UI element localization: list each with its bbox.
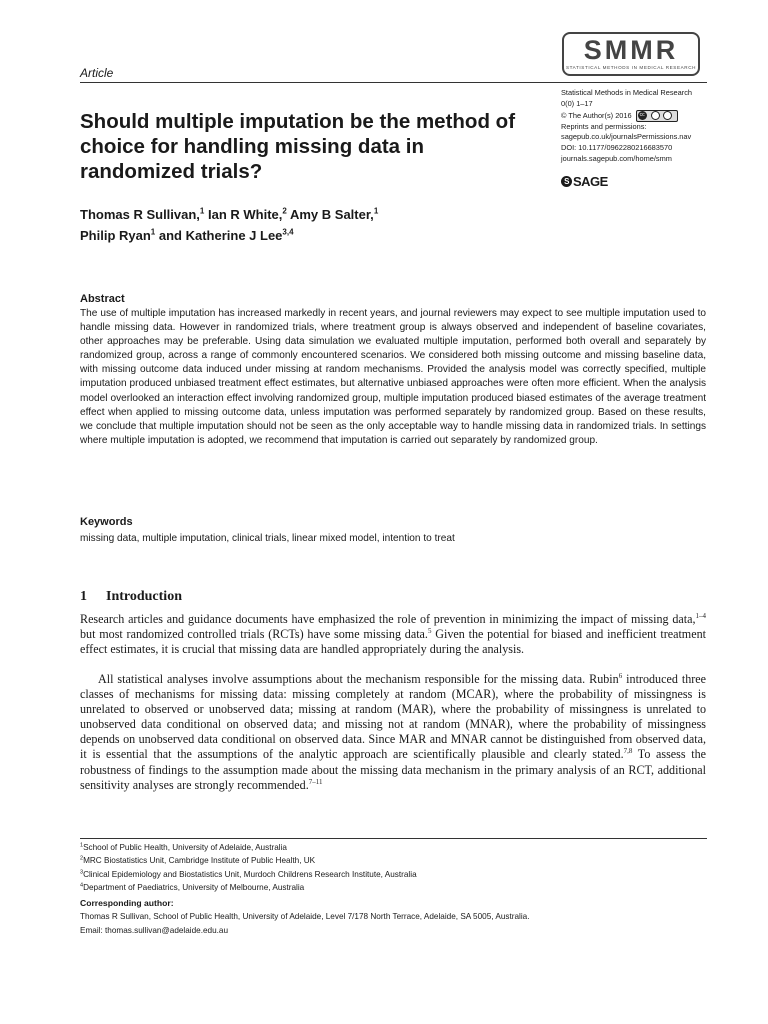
section-heading: [80, 589, 182, 605]
section-number: 1: [80, 589, 87, 604]
footnote-mark: 2: [80, 855, 84, 862]
doi-text[interactable]: DOI: 10.1177/0962280216683570: [561, 143, 673, 153]
author-affiliation-mark: 1: [199, 206, 205, 216]
journal-logo-name: SMMR: [583, 35, 679, 65]
body-text: introduced three classes of mechanisms for missing data: missing completely at random (MCAR), where the probability of missingness is unrelated to observed or unobserved data; missing at random (MAR), where the probability of missingness is unrelated to unobserved data conditional on observed data; and missing not at random (MNAR), where the probability of missingness depends on unobserved data conditional on observed data. Since MAR and MNAR cannot be distinguished from observed data, it is essential that the assumptions of the analytic approach are scientifically plausible and clearly stated.: [80, 672, 707, 762]
author-list: [80, 204, 520, 246]
footnote-mark: 1: [80, 842, 84, 849]
affiliation-footnote: [80, 841, 706, 854]
footnote-rule: [80, 838, 707, 839]
author-affiliation-mark: 2: [282, 206, 287, 216]
affiliation-footnote: [80, 868, 706, 881]
citation-ref[interactable]: 1–4: [695, 611, 706, 620]
section-title: Introduction: [106, 589, 182, 604]
footnote-mark: 4: [80, 882, 84, 889]
body-text: but most randomized controlled trials (RCTs) have some missing data.: [80, 627, 428, 642]
sage-logo-text: SAGE: [573, 174, 608, 189]
reprints-text: Reprints and permissions:: [561, 121, 647, 131]
copyright-line: [561, 110, 721, 122]
citation-ref[interactable]: 7,8: [623, 747, 633, 756]
author-name: Thomas R Sullivan,: [80, 207, 200, 222]
author-affiliation-mark: 1: [373, 206, 379, 216]
sage-logo: [561, 174, 608, 189]
publication-info: [561, 88, 721, 165]
journal-name: Statistical Methods in Medical Research: [561, 88, 693, 97]
footnotes: [80, 841, 706, 937]
footnote-text: School of Public Health, University of Adelaide, Australia: [83, 843, 287, 852]
copyright-text: © The Author(s) 2016: [561, 110, 632, 120]
sage-icon: S: [561, 176, 572, 187]
body-text: Research articles and guidance documents have emphasized the role of prevention in minimizing the impact of missing data,: [80, 612, 696, 626]
abstract-text: The use of multiple imputation has increased markedly in recent years, and journal reviewers may expect to see multiple imputation used to handle missing data. However in randomized trials, where treatment group is always observed and independent of baseline covariates, other approaches may be preferable. Using data simulation we evaluated multiple imputation, performed both overall and separately by randomized group, across a range of commonly encountered scenarios. We considered both missing outcome and missing baseline data, with missing outcome data induced under missing at random mechanisms. Provided the analysis model was correctly specified, multiple imputation produced unbiased treatment effect estimates, but alternative unbiased approaches were often more efficient. When the analysis model overlooked an interaction effect involving randomized group, multiple imputation produced biased estimates of the average treatment effect when applied to missing outcome data, unless imputation was performed separately by randomized group. Based on these results, we conclude that multiple imputation should not be seen as the only acceptable way to handle missing data in randomized trials. In settings where multiple imputation is adopted, we recommend that imputation is carried out separately by randomized group.: [80, 308, 706, 446]
header-rule: [80, 82, 707, 83]
author-name: Philip Ryan: [80, 228, 151, 243]
article-title: Should multiple imputation be the method of choice for handling missing data in randomized trials?: [80, 110, 516, 183]
abstract-heading: Abstract: [80, 293, 125, 305]
author-name: Amy B Salter,: [289, 207, 374, 222]
author-name: Ian R White,: [208, 207, 283, 222]
body-text: All statistical analyses involve assumptions about the mechanism responsible for the missing data. Rubin: [98, 672, 619, 686]
citation-ref[interactable]: 5: [427, 627, 432, 636]
footnote-text: Clinical Epidemiology and Biostatistics Unit, Murdoch Childrens Research Institute, Australia: [83, 869, 417, 879]
author-affiliation-mark: 1: [150, 227, 156, 237]
footnote-text: Department of Paediatrics, University of Melbourne, Australia: [83, 882, 305, 892]
article-type-label: Article: [80, 66, 114, 80]
citation-ref[interactable]: 6: [618, 671, 623, 680]
footnote-text: MRC Biostatistics Unit, Cambridge Institute of Public Health, UK: [83, 856, 316, 866]
affiliation-footnote: [80, 854, 706, 867]
body-text: Given the potential for biased and inefficient treatment effect estimates, it is crucial that missing data are handled appropriately during the analysis.: [80, 627, 706, 657]
citation-ref[interactable]: 7–11: [308, 777, 323, 786]
author-affiliation-mark: 3,4: [282, 227, 294, 237]
affiliation-footnote: [80, 881, 706, 894]
journal-link[interactable]: journals.sagepub.com/home/smm: [561, 153, 672, 163]
keywords-text: missing data, multiple imputation, clinical trials, linear mixed model, intention to treat: [80, 533, 455, 544]
author-name: and Katherine J Lee: [158, 228, 283, 243]
footnote-mark: 3: [80, 868, 84, 875]
intro-paragraph-1: [80, 612, 706, 657]
journal-logo: [562, 32, 700, 76]
issue-pages: 0(0) 1–17: [561, 98, 593, 108]
intro-paragraph-2: [80, 672, 706, 793]
corresponding-author-heading: Corresponding author:: [80, 898, 174, 909]
journal-logo-subtitle: STATISTICAL METHODS IN MEDICAL RESEARCH: [565, 65, 697, 70]
cc-by-nc-icon: cc: [636, 110, 678, 122]
body-text: To assess the robustness of findings to the assumption made about the missing data mechanism in the primary analysis of an RCT, additional sensitivity analyses are strongly recommended.: [80, 747, 706, 792]
corresponding-author-address: Thomas R Sullivan, School of Public Health, University of Adelaide, Level 7/178 North Terrace, Adelaide, SA 5005, Australia.: [80, 912, 530, 922]
keywords-heading: Keywords: [80, 516, 133, 528]
corresponding-author-email[interactable]: Email: thomas.sullivan@adelaide.edu.au: [80, 925, 229, 935]
permissions-link[interactable]: sagepub.co.uk/journalsPermissions.nav: [561, 132, 692, 142]
